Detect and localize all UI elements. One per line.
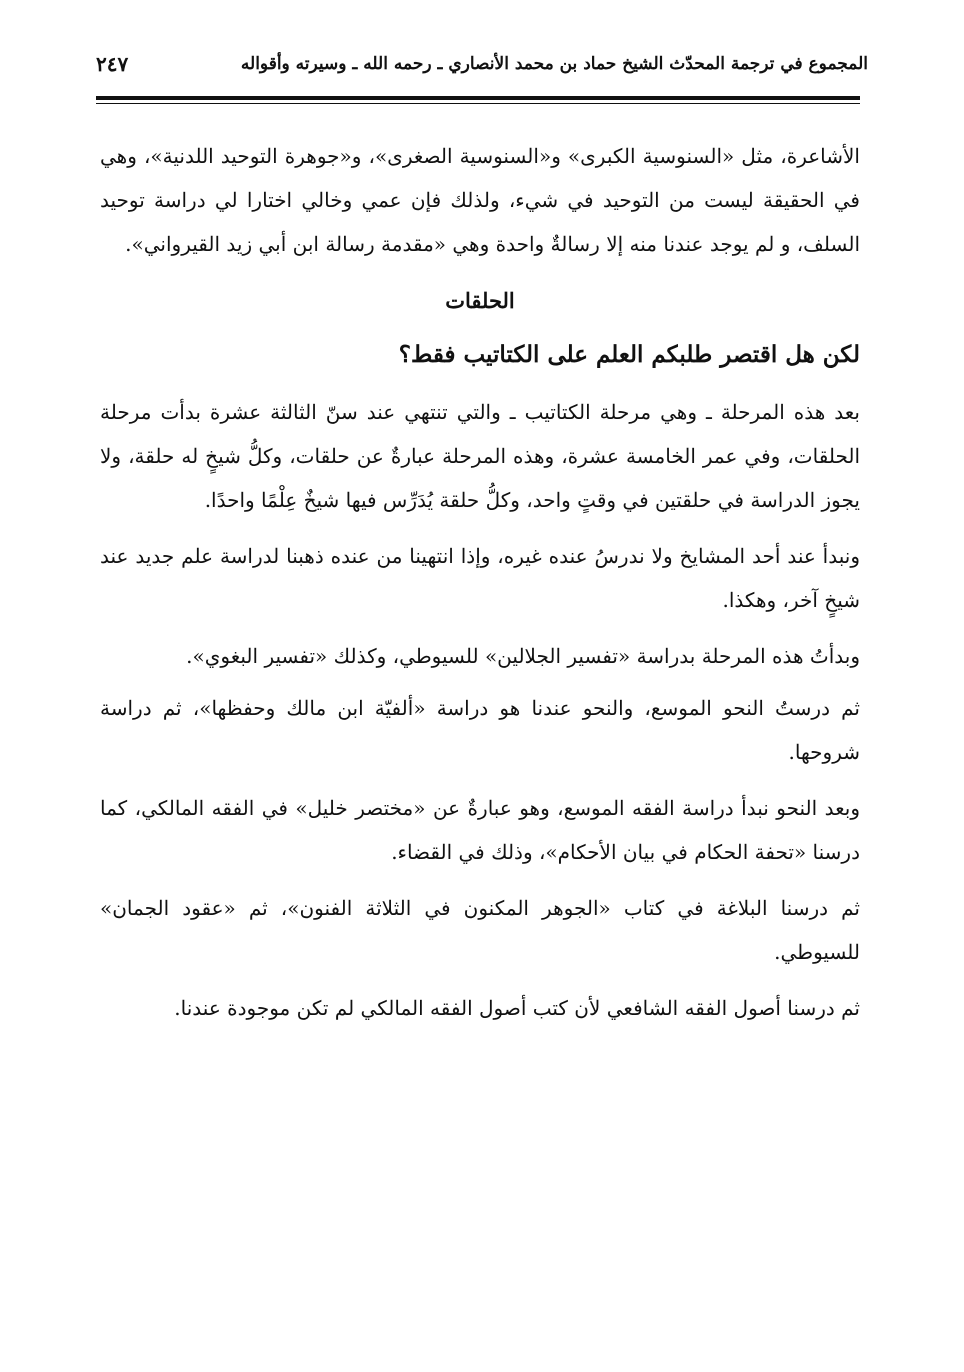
question-heading: لكن هل اقتصر طلبكم العلم على الكتاتيب فقط؟: [398, 341, 860, 368]
paragraph: ثم درسنا أصول الفقه الشافعي لأن كتب أصول الفقه المالكي لم تكن موجودة عندنا.: [174, 996, 860, 1020]
header-rule-thin: [96, 103, 860, 104]
section-heading: الحلقات: [445, 288, 515, 313]
paragraph: ونبدأ عند أحد المشايخ ولا ندرسُ عنده غيره، وإذا انتهينا من عنده ذهبنا لدراسة علم جديد عند شيخٍ آخر، وهكذا.: [100, 544, 860, 612]
paragraph: وبدأتُ هذه المرحلة بدراسة «تفسير الجلالين» للسيوطي، وكذلك «تفسير البغوي».: [186, 644, 860, 668]
paragraph: ثم درستُ النحو الموسع، والنحو عندنا هو دراسة «ألفيّة ابن مالك وحفظها»، ثم دراسة شروحها.: [100, 696, 860, 764]
running-header: [96, 40, 868, 88]
paragraph: بعد هذه المرحلة ـ وهي مرحلة الكتاتيب ـ والتي تنتهي عند سنّ الثالثة عشرة بدأت مرحلة الحلقات، وفي عمر الخامسة عشرة، وهذه المرحلة عبارةٌ عن حلقات، وكلُّ شيخٍ له حلقة، ولا يجوز الدراسة في حلقتين في وقتٍ واحد، وكلُّ حلقة يُدَرِّس فيها شيخٌ عِلْمًا واحدًا.: [100, 400, 860, 512]
page-number: ٢٤٧: [96, 52, 129, 76]
running-header-title: المجموع في ترجمة المحدّث الشيخ حماد بن محمد الأنصاري ـ رحمه الله ـ وسيرته وأقواله: [240, 54, 868, 74]
body-text: [100, 134, 860, 1042]
paragraph: ثم درسنا البلاغة في كتاب «الجوهر المكنون في الثلاثة الفنون»، ثم «عقود الجمان» للسيوطي.: [100, 896, 860, 964]
paragraph: وبعد النحو نبدأ دراسة الفقه الموسع، وهو عبارةٌ عن «مختصر خليل» في الفقه المالكي، كما درسنا «تحفة الحكام في بيان الأحكام»، وذلك في القضاء.: [100, 796, 860, 864]
paragraph: الأشاعرة، مثل «السنوسية الكبرى» و«السنوسية الصغرى»، و«جوهرة التوحيد اللدنية»، وهي في الحقيقة ليست من التوحيد في شيء، ولذلك فإن عمي وخالي اختارا لي دراسة توحيد السلف، و لم يوجد عندنا منه إلا رسالةٌ واحدة وهي «مقدمة رسالة ابن أبي زيد القيرواني».: [100, 144, 860, 256]
header-rule-thick: [96, 96, 860, 100]
